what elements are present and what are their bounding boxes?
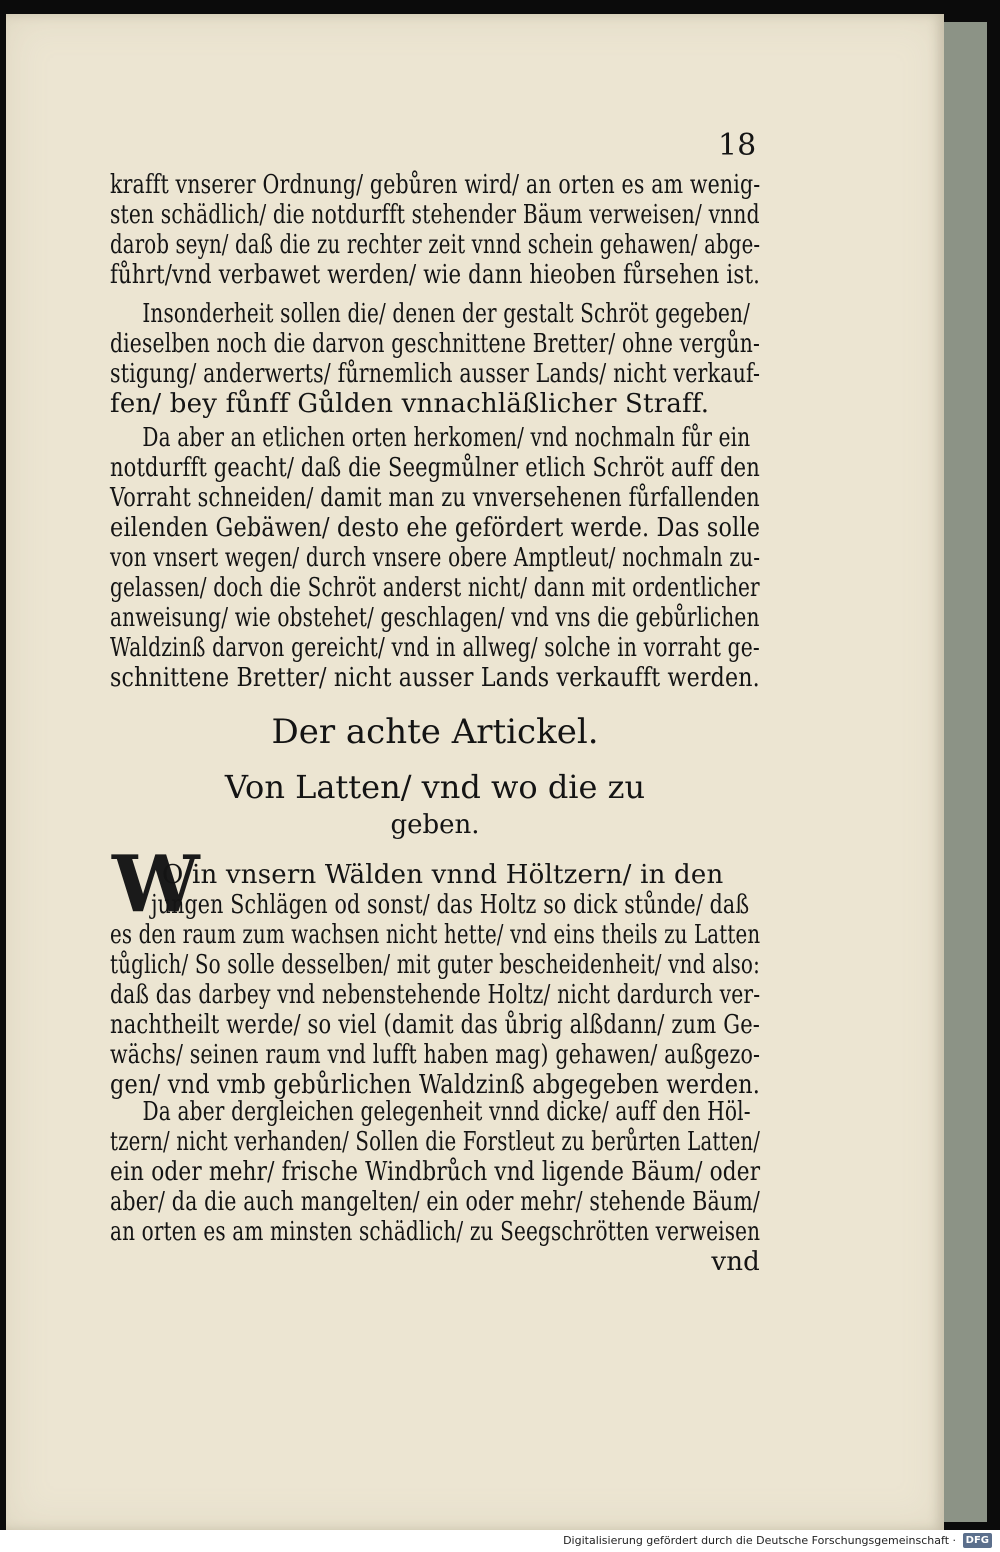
text-line: O in vnsern Wälden vnnd Höltzern/ in den [162, 860, 724, 890]
text-line: Da aber dergleichen gelegenheit vnnd dicke/ auff den Höl- [142, 1097, 751, 1127]
digitization-footer [0, 1530, 1000, 1552]
text-line: anweisung/ wie obstehet/ geschlagen/ vnd vns die gebůrlichen [110, 603, 760, 633]
text-line: dieselben noch die darvon geschnittene Bretter/ ohne vergůn- [110, 329, 760, 359]
text-line: von vnsert wegen/ durch vnsere obere Amptleut/ nochmaln zu- [110, 543, 761, 573]
text-line: darob seyn/ daß die zu rechter zeit vnnd schein gehawen/ abge- [110, 230, 761, 260]
text-line: gen/ vnd vmb gebůrlichen Waldzinß abgegeben werden. [110, 1070, 761, 1100]
text-line: Da aber an etlichen orten herkomen/ vnd nochmaln fůr ein [142, 423, 751, 453]
text-line: fen/ bey fůnff Gůlden vnnachläßlicher Straff. [110, 389, 710, 419]
text-line: krafft vnserer Ordnung/ gebůren wird/ an orten es am wenig- [110, 170, 761, 200]
catchword: vnd [711, 1247, 760, 1277]
text-line: eilenden Gebäwen/ desto ehe gefördert werde. Das solle [110, 513, 761, 543]
text-line: stigung/ anderwerts/ fůrnemlich ausser Lands/ nicht verkauf- [110, 359, 761, 389]
text-line: notdurfft geacht/ daß die Seegmůlner etlich Schröt auff den [110, 453, 760, 483]
text-line: Vorraht schneiden/ damit man zu vnversehenen fůrfallenden [110, 483, 760, 513]
text-line: schnittene Bretter/ nicht ausser Lands verkaufft werden. [110, 663, 760, 693]
text-line: tůglich/ So solle desselben/ mit guter bescheidenheit/ vnd also: [110, 950, 760, 980]
text-line: gelassen/ doch die Schröt anderst nicht/ dann mit ordentlicher [110, 573, 760, 603]
paragraph-4 [110, 860, 760, 1100]
dfg-logo: DFG [963, 1533, 992, 1548]
article-heading: Der achte Artickel. [271, 712, 599, 752]
text-line: es den raum zum wachsen nicht hette/ vnd eins theils zu Latten [110, 920, 761, 950]
paragraph-2 [110, 299, 760, 419]
text-line: aber/ da die auch mangelten/ ein oder mehr/ stehende Bäum/ [110, 1187, 760, 1217]
text-line: Waldzinß darvon gereicht/ vnd in allweg/ solche in vorraht ge- [110, 633, 760, 663]
funding-credit: Digitalisierung gefördert durch die Deutsche Forschungsgemeinschaft · [563, 1534, 956, 1547]
text-line: fůhrt/vnd verbawet werden/ wie dann hieoben fůrsehen ist. [110, 260, 761, 290]
text-line: wächs/ seinen raum vnd lufft haben mag) gehawen/ außgezo- [110, 1040, 761, 1070]
article-subheading: Von Latten/ vnd wo die zu [224, 768, 646, 806]
article-subheading-cont: geben. [390, 810, 480, 840]
paragraph-3 [110, 423, 760, 693]
page-number: 18 [718, 128, 757, 163]
text-line: Insonderheit sollen die/ denen der gestalt Schröt gegeben/ [142, 299, 750, 329]
drop-capital: W [112, 839, 200, 930]
text-line: nachtheilt werde/ so viel (damit das ůbrig alßdann/ zum Ge- [110, 1010, 761, 1040]
text-line: ein oder mehr/ frische Windbrůch vnd ligende Bäum/ oder [110, 1157, 761, 1187]
text-line: tzern/ nicht verhanden/ Sollen die Forstleut zu berůrten Latten/ [110, 1127, 761, 1157]
text-line: daß das darbey vnd nebenstehende Holtz/ nicht dardurch ver- [110, 980, 761, 1010]
text-line: jungen Schlägen od sonst/ das Holtz so dick stůnde/ daß [151, 890, 750, 920]
text-line: an orten es am minsten schädlich/ zu Seegschrötten verweisen [110, 1217, 761, 1247]
text-line: sten schädlich/ die notdurfft stehender Bäum verweisen/ vnnd [110, 200, 760, 230]
paragraph-5 [110, 1097, 760, 1277]
paragraph-1 [110, 170, 760, 290]
